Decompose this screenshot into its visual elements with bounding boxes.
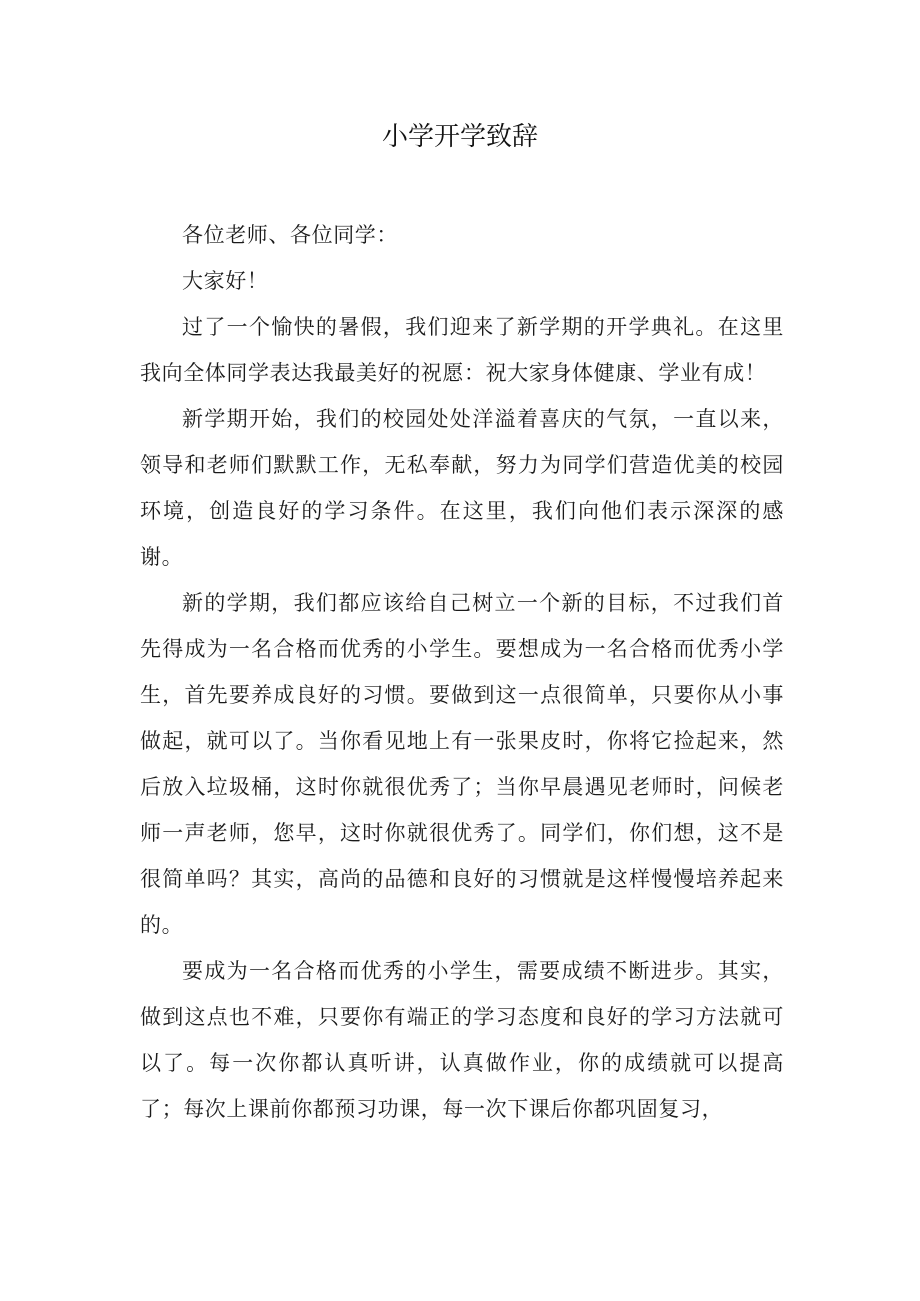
body-paragraph: 新的学期，我们都应该给自己树立一个新的目标，不过我们首先得成为一名合格而优秀的小学生。要想成为一名合格而优秀小学生，首先要养成良好的习惯。要做到这一点很简单，只要你从小事做起，就可以了。当你看见地上有一张果皮时，你将它捡起来，然后放入垃圾桶，这时你就很优秀了；当你早晨遇见老师时，问候老师一声老师，您早，这时你就很优秀了。同学们，你们想，这不是很简单吗？其实，高尚的品德和良好的习惯就是这样慢慢培养起来的。 xyxy=(140,591,784,937)
salutation-paragraph: 各位老师、各位同学： xyxy=(182,223,398,247)
greeting-paragraph: 大家好！ xyxy=(182,269,269,293)
body-paragraph: 要成为一名合格而优秀的小学生，需要成绩不断进步。其实，做到这点也不难，只要你有端正的学习态度和良好的学习方法就可以了。每一次你都认真听讲，认真做作业，你的成绩就可以提高了；每次上课前你都预习功课，每一次下课后你都巩固复习， xyxy=(140,959,784,1121)
document-body xyxy=(140,212,784,1132)
document-title: 小学开学致辞 xyxy=(381,122,538,152)
body-paragraph: 过了一个愉快的暑假，我们迎来了新学期的开学典礼。在这里我向全体同学表达我最美好的祝愿：祝大家身体健康、学业有成！ xyxy=(140,315,784,385)
body-paragraph: 新学期开始，我们的校园处处洋溢着喜庆的气氛，一直以来，领导和老师们默默工作，无私奉献，努力为同学们营造优美的校园环境，创造良好的学习条件。在这里，我们向他们表示深深的感谢。 xyxy=(140,407,784,569)
